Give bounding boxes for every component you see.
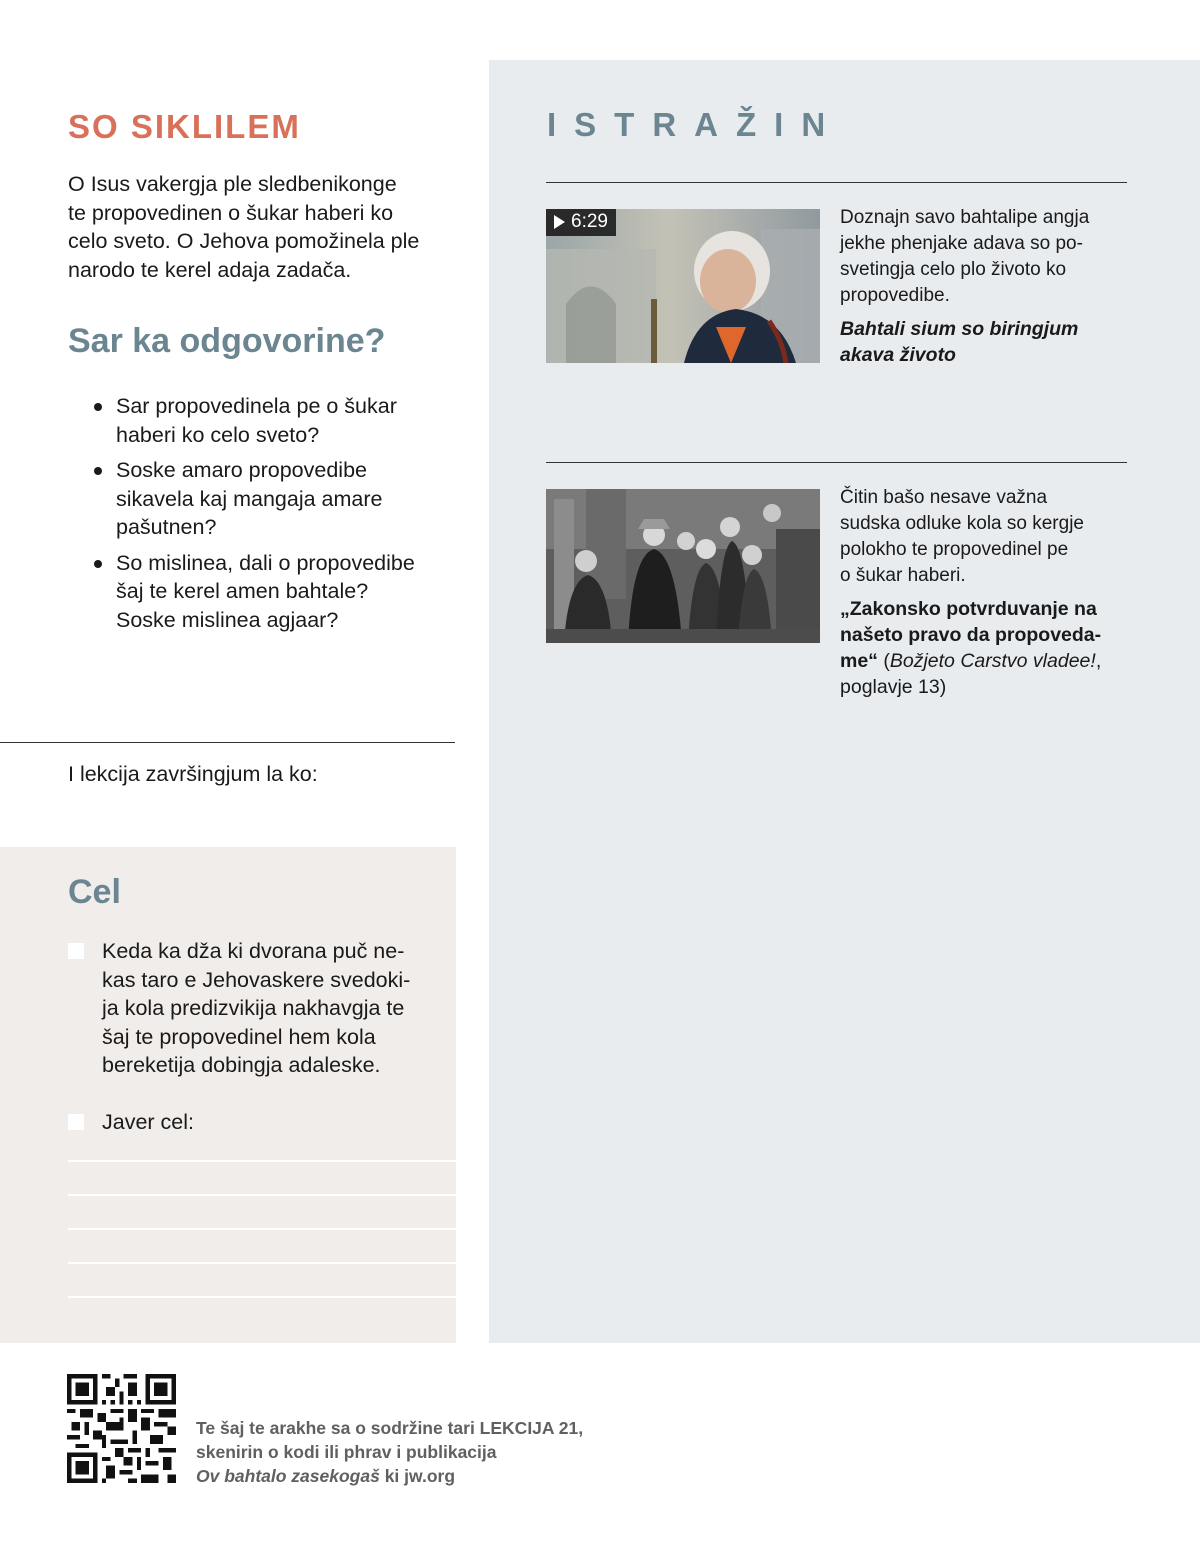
source-book-title: Božjeto Carstvo vladee! bbox=[889, 650, 1096, 672]
question-line: šaj te kerel amen bahtale? bbox=[116, 579, 369, 603]
play-icon bbox=[554, 215, 565, 229]
article-thumbnail-image bbox=[546, 489, 820, 643]
write-in-line[interactable] bbox=[68, 1296, 456, 1298]
write-in-line[interactable] bbox=[68, 1160, 456, 1162]
article-title-line: našeto pravo da propoveda- bbox=[840, 624, 1102, 646]
description-line: svetingja celo plo životo ko bbox=[840, 259, 1067, 280]
description-line: sudska odluke kola so kergje bbox=[840, 513, 1084, 534]
goal-line: šaj te propovedinel hem kola bbox=[102, 1024, 376, 1049]
description-line: propovedibe. bbox=[840, 285, 950, 306]
checkbox-icon[interactable] bbox=[68, 943, 84, 959]
description-line: polokho te propovedinel pe bbox=[840, 539, 1069, 560]
bullet-icon bbox=[94, 467, 102, 475]
video-thumbnail[interactable] bbox=[546, 209, 820, 363]
video-duration: 6:29 bbox=[571, 211, 608, 232]
summary-line: O Isus vakergja ple sledbenikonge bbox=[68, 172, 397, 196]
checkbox-icon[interactable] bbox=[68, 1114, 84, 1130]
question-item bbox=[92, 549, 452, 635]
goal-item bbox=[68, 937, 438, 1080]
question-line: haberi ko celo sveto? bbox=[116, 422, 320, 447]
question-line: Soske mislinea agjaar? bbox=[116, 607, 339, 632]
goal-box bbox=[0, 847, 456, 1343]
video-duration-badge bbox=[546, 209, 616, 236]
explore-panel bbox=[489, 60, 1200, 1343]
divider bbox=[546, 462, 1127, 463]
article-description bbox=[840, 485, 1120, 700]
write-in-line[interactable] bbox=[68, 1262, 456, 1264]
question-line: So mislinea, dali o propovedibe bbox=[116, 550, 415, 575]
description-line: Čitin bašo nesave važna bbox=[840, 487, 1048, 508]
article-title-line: „Zakonsko potvrduvanje na bbox=[840, 598, 1097, 620]
summary-text bbox=[68, 170, 448, 284]
goal-line: bereketija dobingja adaleske. bbox=[102, 1053, 381, 1077]
goal-line: ja kola predizvikija nakhavgja te bbox=[102, 996, 405, 1020]
qr-code-icon[interactable] bbox=[67, 1374, 176, 1483]
source-suffix: , bbox=[1095, 650, 1102, 672]
question-item bbox=[92, 456, 452, 542]
summary-title: SO SIKLILEM bbox=[68, 108, 301, 145]
footer-text bbox=[196, 1416, 583, 1488]
footer-site[interactable]: ki jw.org bbox=[379, 1466, 456, 1486]
goal-line: kas taro e Jehovaskere svedoki- bbox=[102, 967, 411, 992]
video-title-line: Bahtali sium so biringjum bbox=[840, 318, 1079, 340]
questions-list bbox=[92, 392, 452, 641]
source-open: ( bbox=[877, 650, 890, 672]
write-in-line[interactable] bbox=[68, 1228, 456, 1230]
bullet-icon bbox=[94, 560, 102, 568]
description-line: o šukar haberi. bbox=[840, 565, 966, 586]
goal-title: Cel bbox=[68, 873, 121, 911]
video-description bbox=[840, 205, 1120, 368]
summary-line: te propovedinen o šukar haberi ko bbox=[68, 200, 394, 225]
question-line: Sar propovedinela pe o šukar bbox=[116, 394, 397, 418]
question-item bbox=[92, 392, 452, 449]
footer-line: skenirin o kodi ili phrav i publikacija bbox=[196, 1442, 497, 1462]
source-chapter: poglavje 13) bbox=[840, 676, 947, 698]
footer-line bbox=[196, 1464, 583, 1488]
bullet-icon bbox=[94, 403, 102, 411]
question-line: pašutnen? bbox=[116, 515, 217, 539]
goal-line: Keda ka dža ki dvorana puč ne- bbox=[102, 939, 405, 963]
summary-line: celo sveto. O Jehova pomožinela ple bbox=[68, 229, 420, 253]
description-line: jekhe phenjake adava so po- bbox=[840, 233, 1083, 254]
question-line: Soske amaro propovedibe bbox=[116, 458, 367, 482]
article-title-link[interactable] bbox=[840, 596, 1120, 700]
article-thumbnail[interactable] bbox=[546, 489, 820, 643]
other-goal-label: Javer cel: bbox=[102, 1110, 195, 1134]
video-title-line: akava životo bbox=[840, 344, 956, 366]
goal-item bbox=[68, 1108, 438, 1137]
questions-heading: Sar ka odgovorine? bbox=[68, 322, 386, 360]
divider bbox=[0, 742, 455, 743]
write-in-line[interactable] bbox=[68, 1194, 456, 1196]
video-title-link[interactable] bbox=[840, 316, 1120, 368]
lesson-ending-label[interactable]: I lekcija završingjum la ko: bbox=[68, 762, 318, 786]
explore-title: ISTRAŽIN bbox=[547, 106, 844, 143]
summary-line: narodo te kerel adaja zadača. bbox=[68, 257, 352, 282]
footer-line: Te šaj te arakhe sa o sodržine tari LEKCIJA 21, bbox=[196, 1418, 584, 1438]
description-line: Doznajn savo bahtalipe angja bbox=[840, 207, 1090, 228]
article-title-end: me“ bbox=[840, 650, 878, 672]
publication-title[interactable]: Ov bahtalo zasekogaš bbox=[196, 1466, 380, 1486]
divider bbox=[546, 182, 1127, 183]
article-title-line bbox=[840, 648, 1120, 674]
question-line: sikavela kaj mangaja amare bbox=[116, 486, 383, 511]
